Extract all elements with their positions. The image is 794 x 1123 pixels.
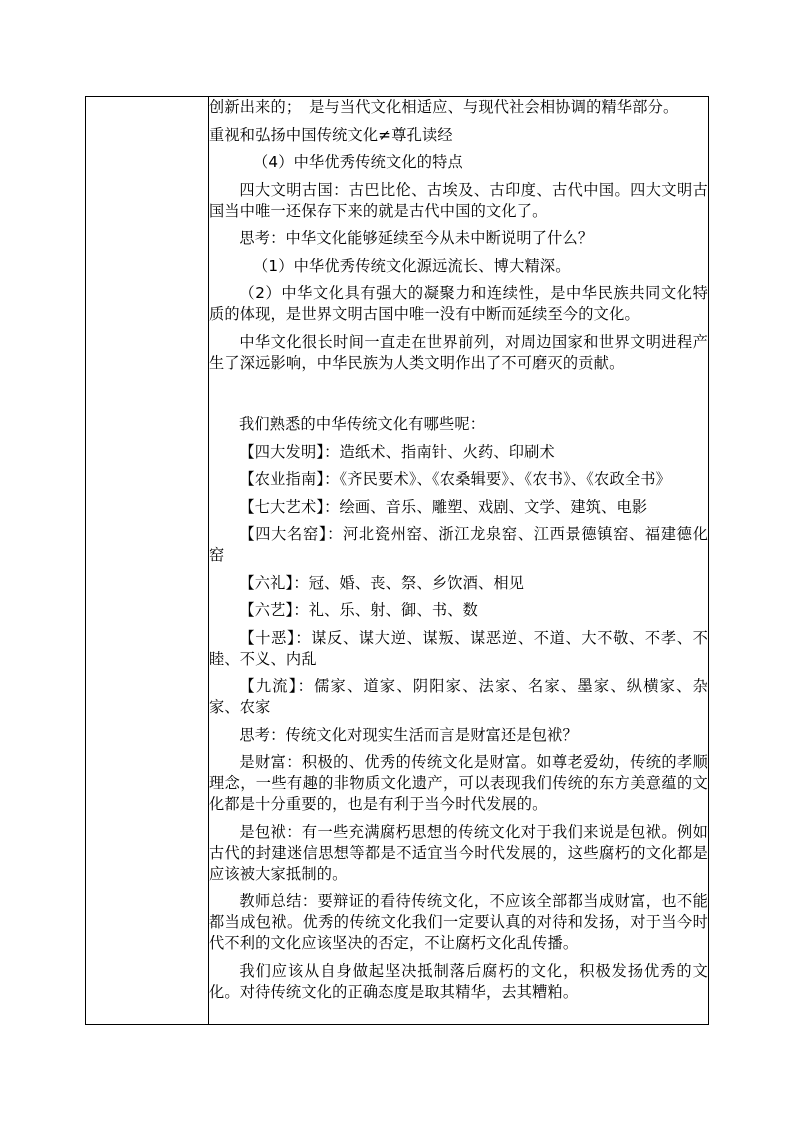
answer-point: （2）中华文化具有强大的凝聚力和连续性，是中华民族共同文化特质的体现，是世界文明古国中唯一没有中断而延续至今的文化。 <box>209 284 708 323</box>
spacer <box>209 380 708 414</box>
paragraph: 是包袱：有一些充满腐朽思想的传统文化对于我们来说是包袱。例如古代的封建迷信思想等都是不适宜当今时代发展的，这些腐朽的文化都是应该被大家抵制的。 <box>209 822 708 883</box>
content-cell <box>209 97 709 1025</box>
list-item: 【四大名窑】：河北瓷州窑、浙江龙泉窑、江西景德镇窑、福建德化窑 <box>209 525 708 564</box>
list-item: 【六艺】：礼、乐、射、御、书、数 <box>239 601 478 619</box>
paragraph: 我们应该从自身做起坚决抵制落后腐朽的文化，积极发扬优秀的文化。对待传统文化的正确态度是取其精华，去其糟粕。 <box>209 961 708 1001</box>
content-body <box>209 97 708 1003</box>
section-heading: （4）中华优秀传统文化的特点 <box>253 153 463 171</box>
list-item: 【九流】：儒家、道家、阴阳家、法家、名家、墨家、纵横家、杂家、农家 <box>209 677 708 716</box>
list-item: 【七大艺术】：绘画、音乐、雕塑、戏剧、文学、建筑、电影 <box>239 497 648 516</box>
paragraph: 中华文化很长时间一直走在世界前列，对周边国家和世界文明进程产生了深远影响，中华民族为人类文明作出了不可磨灭的贡献。 <box>209 332 708 372</box>
list-item: 【农业指南】：《齐民要术》、《农桑辑要》、《农书》、《农政全书》 <box>239 470 671 488</box>
lesson-table <box>85 96 709 1025</box>
list-item: 【十恶】：谋反、谋大逆、谋叛、谋恶逆、不道、大不敬、不孝、不睦、不义、内乱 <box>209 628 708 668</box>
paragraph: 我们熟悉的中华传统文化有哪些呢： <box>239 415 486 433</box>
question: 思考：传统文化对现实生活而言是财富还是包袱？ <box>239 725 578 744</box>
paragraph: 教师总结：要辩证的看待传统文化，不应该全部都当成财富，也不能都当成包袱。优秀的传统文化我们一定要认真的对待和发扬，对于当今时代不利的文化应该坚决的否定，不让腐朽文化乱传播。 <box>209 892 708 952</box>
list-item: 【四大发明】：造纸术、指南针、火药、印刷术 <box>239 442 555 461</box>
table-row <box>86 97 709 1025</box>
left-column-cell <box>86 97 209 1025</box>
answer-point: （1）中华优秀传统文化源远流长、博大精深。 <box>253 256 571 275</box>
paragraph: 四大文明古国：古巴比伦、古埃及、古印度、古代中国。四大文明古国当中唯一还保存下来的就是古代中国的文化了。 <box>209 180 708 220</box>
paragraph: 是财富：积极的、优秀的传统文化是财富。如尊老爱幼，传统的孝顺理念，一些有趣的非物质文化遗产，可以表现我们传统的东方美意蕴的文化都是十分重要的，也是有利于当今时代发展的。 <box>209 753 708 813</box>
paragraph: 重视和弘扬中国传统文化≠尊孔读经 <box>209 125 453 144</box>
question: 思考：中华文化能够延续至今从未中断说明了什么？ <box>239 229 594 247</box>
paragraph: 创新出来的； 是与当代文化相适应、与现代社会相协调的精华部分。 <box>209 98 679 116</box>
list-item: 【六礼】：冠、婚、丧、祭、乡饮酒、相见 <box>239 573 525 592</box>
